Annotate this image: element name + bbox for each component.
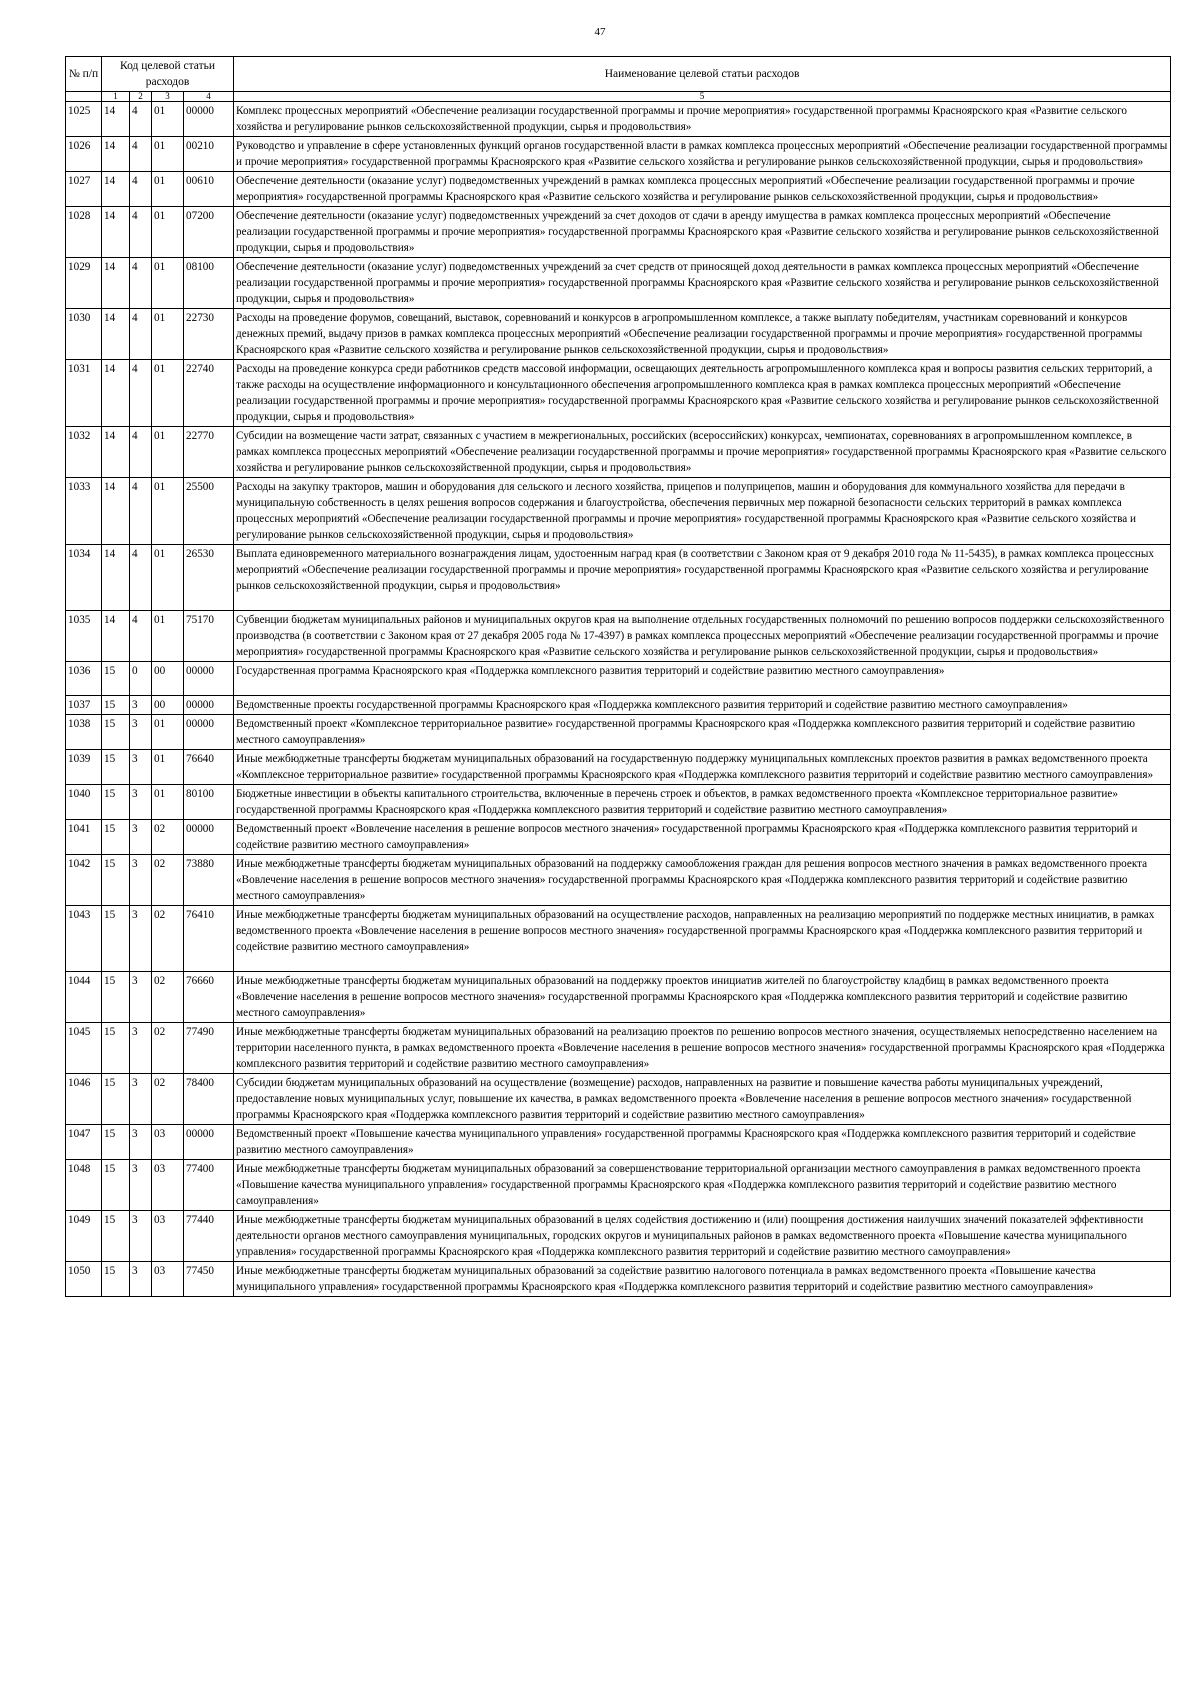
code-part-4: 00610 (184, 172, 234, 207)
row-number: 1048 (66, 1160, 102, 1211)
header-code: Код целевой статьи расходов (102, 57, 234, 92)
row-number: 1025 (66, 102, 102, 137)
code-part-1: 15 (102, 696, 130, 715)
row-number: 1027 (66, 172, 102, 207)
table-row (66, 360, 1171, 427)
index-cell: 5 (234, 92, 1171, 102)
code-part-4: 22730 (184, 309, 234, 360)
code-part-4: 00000 (184, 715, 234, 750)
row-number: 1035 (66, 611, 102, 662)
code-part-3: 01 (152, 207, 184, 258)
table-body (66, 102, 1171, 1297)
code-part-2: 4 (130, 309, 152, 360)
code-part-1: 14 (102, 478, 130, 545)
code-part-4: 07200 (184, 207, 234, 258)
row-number: 1044 (66, 972, 102, 1023)
code-part-1: 14 (102, 102, 130, 137)
code-part-3: 01 (152, 427, 184, 478)
row-name: Обеспечение деятельности (оказание услуг) подведомственных учреждений в рамках комплекса процессных мероприятий «Обеспечение реализации государственной программы и прочие мероприятия» государственной программы Красноярского края «Развитие сельского хозяйства и регулирование рынков сельскохозяйственной продукции, сырья и продовольствия» (234, 172, 1171, 207)
code-part-4: 26530 (184, 545, 234, 611)
code-part-3: 02 (152, 855, 184, 906)
row-number: 1043 (66, 906, 102, 972)
row-name: Обеспечение деятельности (оказание услуг) подведомственных учреждений за счет средств от приносящей доход деятельности в рамках комплекса процессных мероприятий «Обеспечение реализации государственной программы и прочие мероприятия» государственной программы Красноярского края «Развитие сельского хозяйства и регулирование рынков сельскохозяйственной продукции, сырья и продовольствия» (234, 258, 1171, 309)
row-name: Расходы на закупку тракторов, машин и оборудования для сельского и лесного хозяйства, прицепов и полуприцепов, машин и оборудования для коммунального хозяйства для передачи в муниципальную собственность в целях решения вопросов содержания и благоустройства, обеспечения первичных мер пожарной безопасности сельских территорий в рамках комплекса процессных мероприятий «Обеспечение реализации государственной программы и прочие мероприятия» государственной программы Красноярского края «Развитие сельского хозяйства и регулирование рынков сельскохозяйственной продукции, сырья и продовольствия» (234, 478, 1171, 545)
table-row (66, 662, 1171, 696)
row-number: 1034 (66, 545, 102, 611)
code-part-2: 4 (130, 102, 152, 137)
code-part-4: 77490 (184, 1023, 234, 1074)
code-part-1: 15 (102, 662, 130, 696)
code-part-4: 00000 (184, 696, 234, 715)
header-name: Наименование целевой статьи расходов (234, 57, 1171, 92)
row-number: 1028 (66, 207, 102, 258)
row-number: 1029 (66, 258, 102, 309)
code-part-2: 3 (130, 820, 152, 855)
row-number: 1039 (66, 750, 102, 785)
code-part-2: 3 (130, 1023, 152, 1074)
row-number: 1026 (66, 137, 102, 172)
table-row (66, 715, 1171, 750)
code-part-3: 03 (152, 1262, 184, 1297)
table-row (66, 309, 1171, 360)
table-header-row (66, 57, 1171, 92)
code-part-1: 15 (102, 1125, 130, 1160)
index-cell: 2 (130, 92, 152, 102)
code-part-2: 3 (130, 750, 152, 785)
code-part-3: 02 (152, 820, 184, 855)
row-name: Комплекс процессных мероприятий «Обеспечение реализации государственной программы и прочие мероприятия» государственной программы Красноярского края «Развитие сельского хозяйства и регулирование рынков сельскохозяйственной продукции, сырья и продовольствия» (234, 102, 1171, 137)
row-number: 1038 (66, 715, 102, 750)
row-name: Ведомственный проект «Вовлечение населения в решение вопросов местного значения» государственной программы Красноярского края «Поддержка комплексного развития территорий и содействие развитию местного самоуправления» (234, 820, 1171, 855)
code-part-3: 01 (152, 258, 184, 309)
row-number: 1045 (66, 1023, 102, 1074)
table-row (66, 1125, 1171, 1160)
row-name: Иные межбюджетные трансферты бюджетам муниципальных образований в целях содействия достижению и (или) поощрения достижения наилучших значений показателей эффективности деятельности органов местного самоуправления муниципальных, городских округов и муниципальных районов в рамках ведомственного проекта «Повышение качества муниципального управления» государственной программы Красноярского края «Поддержка комплексного развития территорий и содействие развитию местного самоуправления» (234, 1211, 1171, 1262)
code-part-2: 3 (130, 906, 152, 972)
row-number: 1049 (66, 1211, 102, 1262)
code-part-3: 00 (152, 662, 184, 696)
code-part-3: 00 (152, 696, 184, 715)
code-part-3: 01 (152, 545, 184, 611)
code-part-4: 00000 (184, 662, 234, 696)
code-part-2: 3 (130, 1074, 152, 1125)
row-name: Иные межбюджетные трансферты бюджетам муниципальных образований на реализацию проектов по решению вопросов местного значения, осуществляемых непосредственно населением на территории населенного пункта, в рамках ведомственного проекта «Вовлечение населения в решение вопросов местного значения» государственной программы Красноярского края «Поддержка комплексного развития территорий и содействие развитию местного самоуправления» (234, 1023, 1171, 1074)
table-row (66, 545, 1171, 611)
table-row (66, 972, 1171, 1023)
row-name: Субсидии на возмещение части затрат, связанных с участием в межрегиональных, российских (всероссийских) конкурсах, чемпионатах, соревнованиях в агропромышленном комплексе, в рамках комплекса процессных мероприятий «Обеспечение реализации государственной программы и прочие мероприятия» государственной программы Красноярского края «Развитие сельского хозяйства и регулирование рынков сельскохозяйственной продукции, сырья и продовольствия» (234, 427, 1171, 478)
index-cell (66, 92, 102, 102)
row-name: Иные межбюджетные трансферты бюджетам муниципальных образований за совершенствование территориальной организации местного самоуправления в рамках ведомственного проекта «Повышение качества муниципального управления» государственной программы Красноярского края «Поддержка комплексного развития территорий и содействие развитию местного самоуправления» (234, 1160, 1171, 1211)
code-part-3: 01 (152, 309, 184, 360)
table-row (66, 611, 1171, 662)
code-part-4: 80100 (184, 785, 234, 820)
table-row (66, 102, 1171, 137)
code-part-3: 01 (152, 715, 184, 750)
code-part-2: 4 (130, 611, 152, 662)
table-index-row (66, 92, 1171, 102)
code-part-3: 03 (152, 1160, 184, 1211)
code-part-2: 3 (130, 696, 152, 715)
code-part-4: 76640 (184, 750, 234, 785)
code-part-4: 75170 (184, 611, 234, 662)
row-name: Обеспечение деятельности (оказание услуг) подведомственных учреждений за счет доходов от сдачи в аренду имущества в рамках комплекса процессных мероприятий «Обеспечение реализации государственной программы и прочие мероприятия» государственной программы Красноярского края «Развитие сельского хозяйства и регулирование рынков сельскохозяйственной продукции, сырья и продовольствия» (234, 207, 1171, 258)
code-part-1: 15 (102, 1262, 130, 1297)
row-number: 1037 (66, 696, 102, 715)
row-name: Иные межбюджетные трансферты бюджетам муниципальных образований за содействие развитию налогового потенциала в рамках ведомственного проекта «Повышение качества муниципального управления» государственной программы Красноярского края «Поддержка комплексного развития территорий и содействие развитию местного самоуправления» (234, 1262, 1171, 1297)
row-name: Иные межбюджетные трансферты бюджетам муниципальных образований на поддержку самообложения граждан для решения вопросов местного значения в рамках ведомственного проекта «Вовлечение населения в решение вопросов местного значения» государственной программы Красноярского края «Поддержка комплексного развития территорий и содействие развитию местного самоуправления» (234, 855, 1171, 906)
row-name: Расходы на проведение конкурса среди работников средств массовой информации, освещающих деятельность агропромышленного комплекса края и вопросы развития сельских территорий, а также расходы на осуществление информационного и консультационного обеспечения агропромышленного комплекса края в рамках комплекса процессных мероприятий «Обеспечение реализации государственной программы и прочие мероприятия» государственной программы Красноярского края «Развитие сельского хозяйства и регулирование рынков сельскохозяйственной продукции, сырья и продовольствия» (234, 360, 1171, 427)
row-name: Выплата единовременного материального вознаграждения лицам, удостоенным наград края (в соответствии с Законом края от 9 декабря 2010 года № 11-5435), в рамках комплекса процессных мероприятий «Обеспечение реализации государственной программы и прочие мероприятия» государственной программы Красноярского края «Развитие сельского хозяйства и регулирование рынков сельскохозяйственной продукции, сырья и продовольствия» (234, 545, 1171, 611)
code-part-2: 4 (130, 172, 152, 207)
code-part-2: 4 (130, 360, 152, 427)
code-part-1: 15 (102, 972, 130, 1023)
row-name: Расходы на проведение форумов, совещаний, выставок, соревнований и конкурсов в агропромышленном комплексе, а также выплату победителям, участникам соревнований и конкурсов денежных премий, выдачу призов в рамках комплекса процессных мероприятий «Обеспечение реализации государственной программы и прочие мероприятия» государственной программы Красноярского края «Развитие сельского хозяйства и регулирование рынков сельскохозяйственной продукции, сырья и продовольствия» (234, 309, 1171, 360)
code-part-4: 00000 (184, 820, 234, 855)
code-part-1: 14 (102, 309, 130, 360)
code-part-2: 4 (130, 137, 152, 172)
table-row (66, 207, 1171, 258)
code-part-3: 01 (152, 172, 184, 207)
code-part-4: 77400 (184, 1160, 234, 1211)
code-part-4: 78400 (184, 1074, 234, 1125)
code-part-2: 3 (130, 972, 152, 1023)
row-name: Бюджетные инвестиции в объекты капитального строительства, включенные в перечень строек и объектов, в рамках ведомственного проекта «Комплексное территориальное развитие» государственной программы Красноярского края «Поддержка комплексного развития территорий и содействие развитию местного самоуправления» (234, 785, 1171, 820)
code-part-3: 01 (152, 785, 184, 820)
code-part-3: 02 (152, 1023, 184, 1074)
code-part-1: 15 (102, 1160, 130, 1211)
table-row (66, 478, 1171, 545)
table-row (66, 855, 1171, 906)
code-part-1: 14 (102, 258, 130, 309)
code-part-2: 3 (130, 715, 152, 750)
code-part-4: 22770 (184, 427, 234, 478)
table-row (66, 1262, 1171, 1297)
code-part-2: 3 (130, 785, 152, 820)
code-part-1: 14 (102, 545, 130, 611)
code-part-1: 15 (102, 715, 130, 750)
code-part-2: 4 (130, 258, 152, 309)
table-row (66, 696, 1171, 715)
row-name: Субвенции бюджетам муниципальных районов и муниципальных округов края на выполнение отдельных государственных полномочий по решению вопросов поддержки сельскохозяйственного производства (в соответствии с Законом края от 27 декабря 2005 года № 17-4397) в рамках комплекса процессных мероприятий «Обеспечение реализации государственной программы и прочие мероприятия» государственной программы Красноярского края «Развитие сельского хозяйства и регулирование рынков сельскохозяйственной продукции, сырья и продовольствия» (234, 611, 1171, 662)
code-part-3: 02 (152, 1074, 184, 1125)
code-part-4: 25500 (184, 478, 234, 545)
code-part-4: 00210 (184, 137, 234, 172)
row-number: 1031 (66, 360, 102, 427)
code-part-4: 22740 (184, 360, 234, 427)
row-number: 1030 (66, 309, 102, 360)
code-part-2: 3 (130, 1262, 152, 1297)
code-part-1: 14 (102, 207, 130, 258)
row-number: 1046 (66, 1074, 102, 1125)
table-row (66, 137, 1171, 172)
code-part-2: 3 (130, 1125, 152, 1160)
table-row (66, 1211, 1171, 1262)
code-part-3: 01 (152, 360, 184, 427)
code-part-1: 14 (102, 137, 130, 172)
row-name: Государственная программа Красноярского края «Поддержка комплексного развития территорий и содействие развитию местного самоуправления» (234, 662, 1171, 696)
code-part-1: 15 (102, 906, 130, 972)
table-row (66, 750, 1171, 785)
code-part-2: 3 (130, 855, 152, 906)
code-part-1: 14 (102, 611, 130, 662)
code-part-2: 0 (130, 662, 152, 696)
row-name: Руководство и управление в сфере установленных функций органов государственной власти в рамках комплекса процессных мероприятий «Обеспечение реализации государственной программы и прочие мероприятия» государственной программы Красноярского края «Развитие сельского хозяйства и регулирование рынков сельскохозяйственной продукции, сырья и продовольствия» (234, 137, 1171, 172)
budget-table (65, 56, 1171, 1297)
code-part-1: 15 (102, 820, 130, 855)
row-name: Иные межбюджетные трансферты бюджетам муниципальных образований на осуществление расходов, направленных на реализацию мероприятий по поддержке местных инициатив, в рамках ведомственного проекта «Вовлечение населения в решение вопросов местного значения» государственной программы Красноярского края «Поддержка комплексного развития территорий и содействие развитию местного самоуправления» (234, 906, 1171, 972)
code-part-3: 02 (152, 906, 184, 972)
code-part-1: 15 (102, 750, 130, 785)
row-number: 1033 (66, 478, 102, 545)
row-number: 1041 (66, 820, 102, 855)
code-part-3: 03 (152, 1125, 184, 1160)
code-part-4: 76410 (184, 906, 234, 972)
code-part-1: 14 (102, 360, 130, 427)
code-part-2: 3 (130, 1160, 152, 1211)
header-num: № п/п (66, 57, 102, 92)
code-part-3: 01 (152, 102, 184, 137)
code-part-1: 15 (102, 785, 130, 820)
index-cell: 1 (102, 92, 130, 102)
row-name: Ведомственный проект «Повышение качества муниципального управления» государственной программы Красноярского края «Поддержка комплексного развития территорий и содействие развитию местного самоуправления» (234, 1125, 1171, 1160)
code-part-1: 15 (102, 1074, 130, 1125)
row-number: 1050 (66, 1262, 102, 1297)
row-number: 1047 (66, 1125, 102, 1160)
row-name: Ведомственный проект «Комплексное территориальное развитие» государственной программы Красноярского края «Поддержка комплексного развития территорий и содействие развитию местного самоуправления» (234, 715, 1171, 750)
row-name: Иные межбюджетные трансферты бюджетам муниципальных образований на государственную поддержку муниципальных комплексных проектов развития в рамках ведомственного проекта «Комплексное территориальное развитие» государственной программы Красноярского края «Поддержка комплексного развития территорий и содействие развитию местного самоуправления» (234, 750, 1171, 785)
code-part-3: 03 (152, 1211, 184, 1262)
code-part-4: 73880 (184, 855, 234, 906)
table-row (66, 785, 1171, 820)
code-part-1: 14 (102, 172, 130, 207)
index-cell: 4 (184, 92, 234, 102)
code-part-4: 77450 (184, 1262, 234, 1297)
code-part-4: 00000 (184, 102, 234, 137)
code-part-1: 15 (102, 1211, 130, 1262)
row-number: 1032 (66, 427, 102, 478)
table-row (66, 1160, 1171, 1211)
page-number: 47 (594, 26, 606, 38)
code-part-2: 4 (130, 545, 152, 611)
table-row (66, 258, 1171, 309)
table-row (66, 1023, 1171, 1074)
table-row (66, 820, 1171, 855)
code-part-2: 3 (130, 1211, 152, 1262)
code-part-1: 15 (102, 855, 130, 906)
row-number: 1042 (66, 855, 102, 906)
code-part-1: 14 (102, 427, 130, 478)
row-number: 1040 (66, 785, 102, 820)
code-part-2: 4 (130, 207, 152, 258)
code-part-4: 77440 (184, 1211, 234, 1262)
code-part-3: 02 (152, 972, 184, 1023)
code-part-3: 01 (152, 137, 184, 172)
code-part-4: 76660 (184, 972, 234, 1023)
row-name: Ведомственные проекты государственной программы Красноярского края «Поддержка комплексного развития территорий и содействие развитию местного самоуправления» (234, 696, 1171, 715)
table-row (66, 906, 1171, 972)
code-part-2: 4 (130, 427, 152, 478)
row-number: 1036 (66, 662, 102, 696)
code-part-3: 01 (152, 611, 184, 662)
row-name: Субсидии бюджетам муниципальных образований на осуществление (возмещение) расходов, направленных на развитие и повышение качества работы муниципальных учреждений, предоставление новых муниципальных услуг, повышение их качества, в рамках ведомственного проекта «Вовлечение населения в решение вопросов местного значения» государственной программы Красноярского края «Поддержка комплексного развития территорий и содействие развитию местного самоуправления» (234, 1074, 1171, 1125)
row-name: Иные межбюджетные трансферты бюджетам муниципальных образований на поддержку проектов инициатив жителей по благоустройству кладбищ в рамках ведомственного проекта «Вовлечение населения в решение вопросов местного значения» государственной программы Красноярского края «Поддержка комплексного развития территорий и содействие развитию местного самоуправления» (234, 972, 1171, 1023)
code-part-1: 15 (102, 1023, 130, 1074)
code-part-2: 4 (130, 478, 152, 545)
table-row (66, 427, 1171, 478)
code-part-3: 01 (152, 478, 184, 545)
code-part-4: 00000 (184, 1125, 234, 1160)
index-cell: 3 (152, 92, 184, 102)
code-part-3: 01 (152, 750, 184, 785)
code-part-4: 08100 (184, 258, 234, 309)
table-row (66, 1074, 1171, 1125)
table-row (66, 172, 1171, 207)
